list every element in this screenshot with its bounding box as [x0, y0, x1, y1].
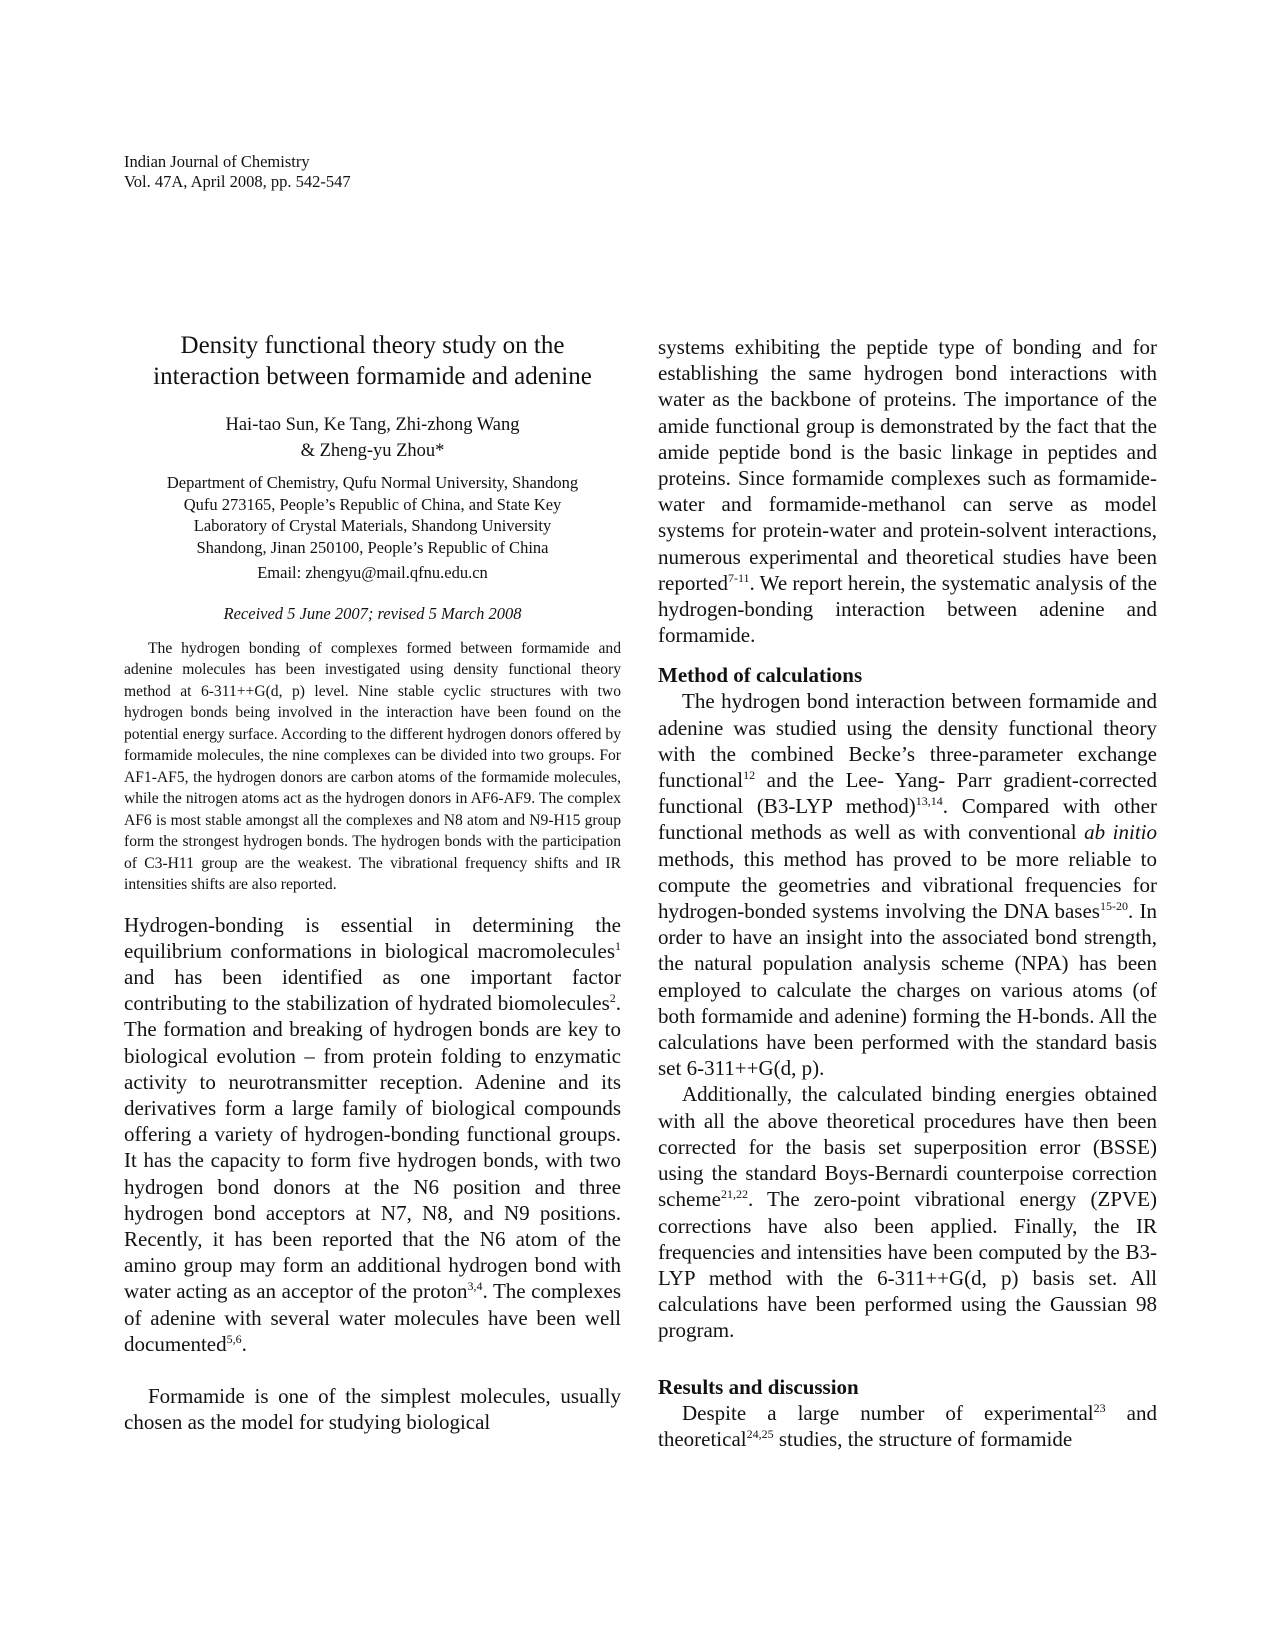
article-title	[124, 330, 621, 392]
title-line-2: interaction between formamide and adenine	[153, 363, 592, 390]
affiliation-line: Department of Chemistry, Qufu Normal University, Shandong	[166, 473, 579, 492]
text-run: . The complexes of adenine with several water molecules have been well documented	[124, 1279, 621, 1356]
citation: 13,14	[915, 794, 943, 809]
citation: 2	[609, 991, 616, 1006]
methods-paragraph-2	[658, 1081, 1157, 1343]
text-run: . In order to have an insight into the associated bond strength, the natural population analysis scheme (NPA) has been employed to calculate the charges on various atoms (of both formamide and adenine) forming the H-bonds. All the calculations have been performed with the standard basis set 6-311++G(d, p).	[658, 899, 1157, 1081]
received-dates: Received 5 June 2007; revised 5 March 2008	[223, 603, 522, 623]
author-email: Email: zhengyu@mail.qfnu.edu.cn	[257, 563, 488, 582]
methods-heading: Method of calculations	[658, 663, 863, 688]
intro-paragraph-2-continued	[658, 334, 1157, 648]
results-paragraph-1	[658, 1400, 1157, 1452]
text-run: studies, the structure of formamide	[773, 1426, 1073, 1451]
citation: 21,22	[720, 1187, 748, 1202]
text-run: . Compared with other functional methods as well as with conventional	[658, 794, 1157, 845]
left-column	[124, 330, 621, 1435]
journal-header	[124, 152, 351, 192]
italic-term: ab initio	[1084, 820, 1157, 845]
citation: 1	[615, 938, 621, 953]
intro-paragraph-1	[124, 912, 621, 1357]
text-run: and theoretical	[658, 1400, 1157, 1451]
citation: 23	[1093, 1400, 1106, 1415]
results-heading: Results and discussion	[658, 1374, 859, 1399]
authors-line-2: & Zheng-yu Zhou*	[300, 441, 445, 461]
text-run: . We report herein, the systematic analysis of the hydrogen-bonding interaction between adenine and formamide.	[658, 570, 1157, 648]
affiliation	[124, 472, 621, 558]
methods-paragraph-1	[658, 688, 1157, 1081]
affiliation-line: Shandong, Jinan 250100, People’s Republic of China	[196, 537, 549, 557]
title-line-1: Density functional theory study on the	[180, 332, 565, 359]
right-column	[658, 334, 1157, 1452]
citation: 7-11	[727, 570, 750, 585]
text-run: .	[241, 1331, 247, 1356]
text-run: . The formation and breaking of hydrogen bonds are key to biological evolution – from protein folding to enzymatic activity to neurotransmitter reception. Adenine and its derivatives form a large family of biological compounds offering a variety of hydrogen-bonding functional groups. It has the capacity to form five hydrogen bonds, with two hydrogen bond donors at the N6 position and three hydrogen bond acceptors at N7, N8, and N9 positions. Recently, it has been reported that the N6 atom of the amino group may form an additional hydrogen bond with water acting as an acceptor of the proton	[124, 991, 621, 1304]
text-run: The hydrogen bond interaction between formamide and adenine was studied using the density functional theory with the combined Becke’s three-parameter exchange functional	[658, 689, 1157, 793]
text-run: Despite a large number of experimental	[682, 1400, 1094, 1425]
text-run: Additionally, the calculated binding energies obtained with all the above theoretical procedures have then been corrected for the basis set superposition error (BSSE) using the standard Boys-Bernardi counterpoise correction scheme	[658, 1082, 1157, 1212]
text-run: systems exhibiting the peptide type of bonding and for establishing the same hydrogen bond interactions with water as the backbone of proteins. The importance of the amide functional group is demonstrated by the fact that the amide peptide bond is the basic linkage in peptides and proteins. Since formamide complexes such as formamide-water and formamide-methanol can serve as model systems for protein-water and protein-solvent interactions, numerous experimental and theoretical studies have been reported	[658, 335, 1157, 595]
journal-volume: Vol. 47A, April 2008, pp. 542-547	[124, 172, 351, 191]
abstract: The hydrogen bonding of complexes formed between formamide and adenine molecules has been investigated using density functional theory method at 6-311++G(d, p) level. Nine stable cyclic structures with two hydrogen bonds being involved in the interaction have been found on the potential energy surface. According to the different hydrogen donors offered by formamide molecules, the nine complexes can be divided into two groups. For AF1-AF5, the hydrogen donors are carbon atoms of the formamide molecules, while the nitrogen atoms act as the hydrogen donors in AF6-AF9. The complex AF6 is most stable amongst all the complexes and N8 atom and N9-H15 group form the strongest hydrogen bonds. The hydrogen bonds with the participation of C3-H11 group are the weakest. The vibrational frequency shifts and IR intensities shifts are also reported.	[124, 639, 621, 893]
journal-name: Indian Journal of Chemistry	[124, 152, 310, 171]
text-run: methods, this method has proved to be more reliable to compute the geometries and vibrational frequencies for hydrogen-bonded systems involving the DNA bases	[658, 846, 1157, 924]
text-run: and the Lee- Yang- Parr gradient-corrected functional (B3-LYP method)	[658, 768, 1157, 819]
text-run: . The zero-point vibrational energy (ZPVE) corrections have also been applied. Finally, the IR frequencies and intensities have been computed by the B3-LYP method with the 6-311++G(d, p) basis set. All calculations have been performed using the Gaussian 98 program.	[658, 1187, 1157, 1343]
citation: 3,4	[467, 1279, 483, 1294]
citation: 24,25	[746, 1426, 774, 1441]
author-list	[124, 412, 621, 464]
citation: 12	[743, 768, 756, 783]
affiliation-line: Laboratory of Crystal Materials, Shandong University	[193, 516, 552, 535]
citation: 5,6	[226, 1331, 242, 1346]
text-run: and has been identified as one important factor contributing to the stabilization of hydrated biomolecules	[124, 964, 621, 1016]
citation: 15-20	[1099, 899, 1128, 914]
text-run: Hydrogen-bonding is essential in determining the equilibrium conformations in biological macromolecules	[124, 912, 621, 963]
affiliation-line: Qufu 273165, People’s Republic of China, and State Key	[183, 494, 562, 514]
authors-line-1: Hai-tao Sun, Ke Tang, Zhi-zhong Wang	[225, 415, 520, 435]
intro-paragraph-2: Formamide is one of the simplest molecules, usually chosen as the model for studying biological	[124, 1383, 621, 1435]
